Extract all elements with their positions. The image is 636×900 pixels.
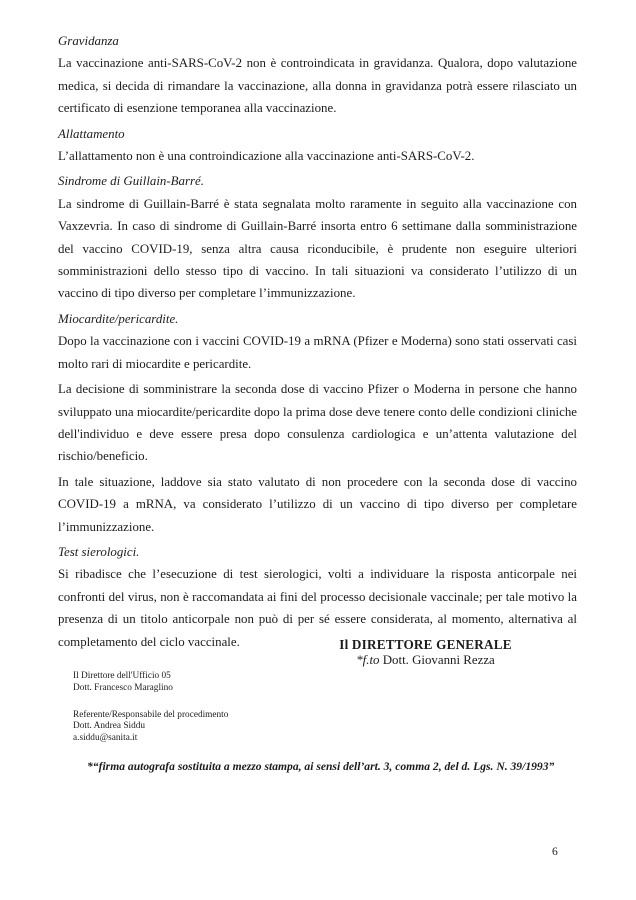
paragraph: Si ribadisce che l’esecuzione di test sierologici, volti a individuare la risposta anticorpale nei confronti del virus, non è raccomandata ai fini del processo decisionale vaccinale; per tale motivo la presenza di un titolo anticorpale non può di per sé essere considerata, al momento, alternativa al completamento del ciclo vaccinale.: [58, 567, 577, 649]
signature-name: [278, 653, 573, 668]
section-heading: Sindrome di Guillain-Barré.: [58, 174, 204, 189]
paragraph: La sindrome di Guillain-Barré è stata segnalata molto raramente in seguito alla vaccinazione con Vaxzevria. In caso di sindrome di Guillain-Barré insorta entro 6 settimane dalla somministrazione del vaccino COVID-19, senza altra causa riconducibile, è prudente non eseguire ulteriori somministrazioni dello stesso tipo di vaccino. In tali situazioni va considerato l’utilizzo di un vaccino di tipo diverso per completare l’immunizzazione.: [58, 196, 577, 301]
official-email: a.siddu@sanita.it: [73, 733, 138, 744]
official-referent: [73, 710, 228, 745]
section-heading: Gravidanza: [58, 34, 119, 48]
page-number: 6: [552, 845, 558, 858]
section-heading: Miocardite/pericardite.: [58, 311, 179, 326]
paragraph: In tale situazione, laddove sia stato valutato di non procedere con la seconda dose di vaccino COVID-19 a mRNA, va considerato l’utilizzo di un vaccino di tipo diverso per completare l’immunizzazione.: [58, 474, 577, 534]
section-guillain-barre: [58, 170, 577, 304]
section-heading: Test sierologici.: [58, 544, 140, 559]
section-allattamento: [58, 123, 577, 168]
signature-block: [278, 637, 573, 668]
official-role: Il Direttore dell'Ufficio 05: [73, 671, 171, 681]
signature-person: Dott. Giovanni Rezza: [382, 653, 495, 667]
official-name: Dott. Andrea Siddu: [73, 721, 146, 732]
signature-fto-prefix: *f.to: [356, 653, 380, 667]
official-name: Dott. Francesco Maraglino: [73, 682, 173, 693]
paragraph: L’allattamento non è una controindicazione alla vaccinazione anti-SARS-CoV-2.: [58, 149, 475, 164]
officials-block: [73, 671, 228, 745]
section-gravidanza: [58, 30, 577, 120]
section-heading: Allattamento: [58, 126, 125, 141]
document-body: [58, 30, 577, 656]
paragraph: Dopo la vaccinazione con i vaccini COVID-19 a mRNA (Pfizer e Moderna) sono stati osservati casi molto rari di miocardite e pericardite.: [58, 334, 577, 371]
official-role: Referente/Responsabile del procedimento: [73, 709, 229, 720]
paragraph: La vaccinazione anti-SARS-CoV-2 non è controindicata in gravidanza. Qualora, dopo valutazione medica, si decida di rimandare la vaccinazione, alla donna in gravidanza potrà essere rilasciato un certificato di esenzione temporanea alla vaccinazione.: [58, 56, 577, 116]
paragraph: La decisione di somministrare la seconda dose di vaccino Pfizer o Moderna in persone che hanno sviluppato una miocardite/pericardite dopo la prima dose deve tenere conto delle condizioni cliniche dell'individuo e deve essere presa dopo consulenza cardiologica e un’attenta valutazione del rischio/beneficio.: [58, 382, 577, 464]
official-director: [73, 671, 228, 695]
footnote: *“firma autografa sostituita a mezzo stampa, ai sensi dell’art. 3, comma 2, del d. Lgs. N. 39/1993”: [87, 760, 555, 773]
signature-title: Il DIRETTORE GENERALE: [339, 637, 512, 652]
section-miocardite-pericardite: [58, 308, 577, 538]
